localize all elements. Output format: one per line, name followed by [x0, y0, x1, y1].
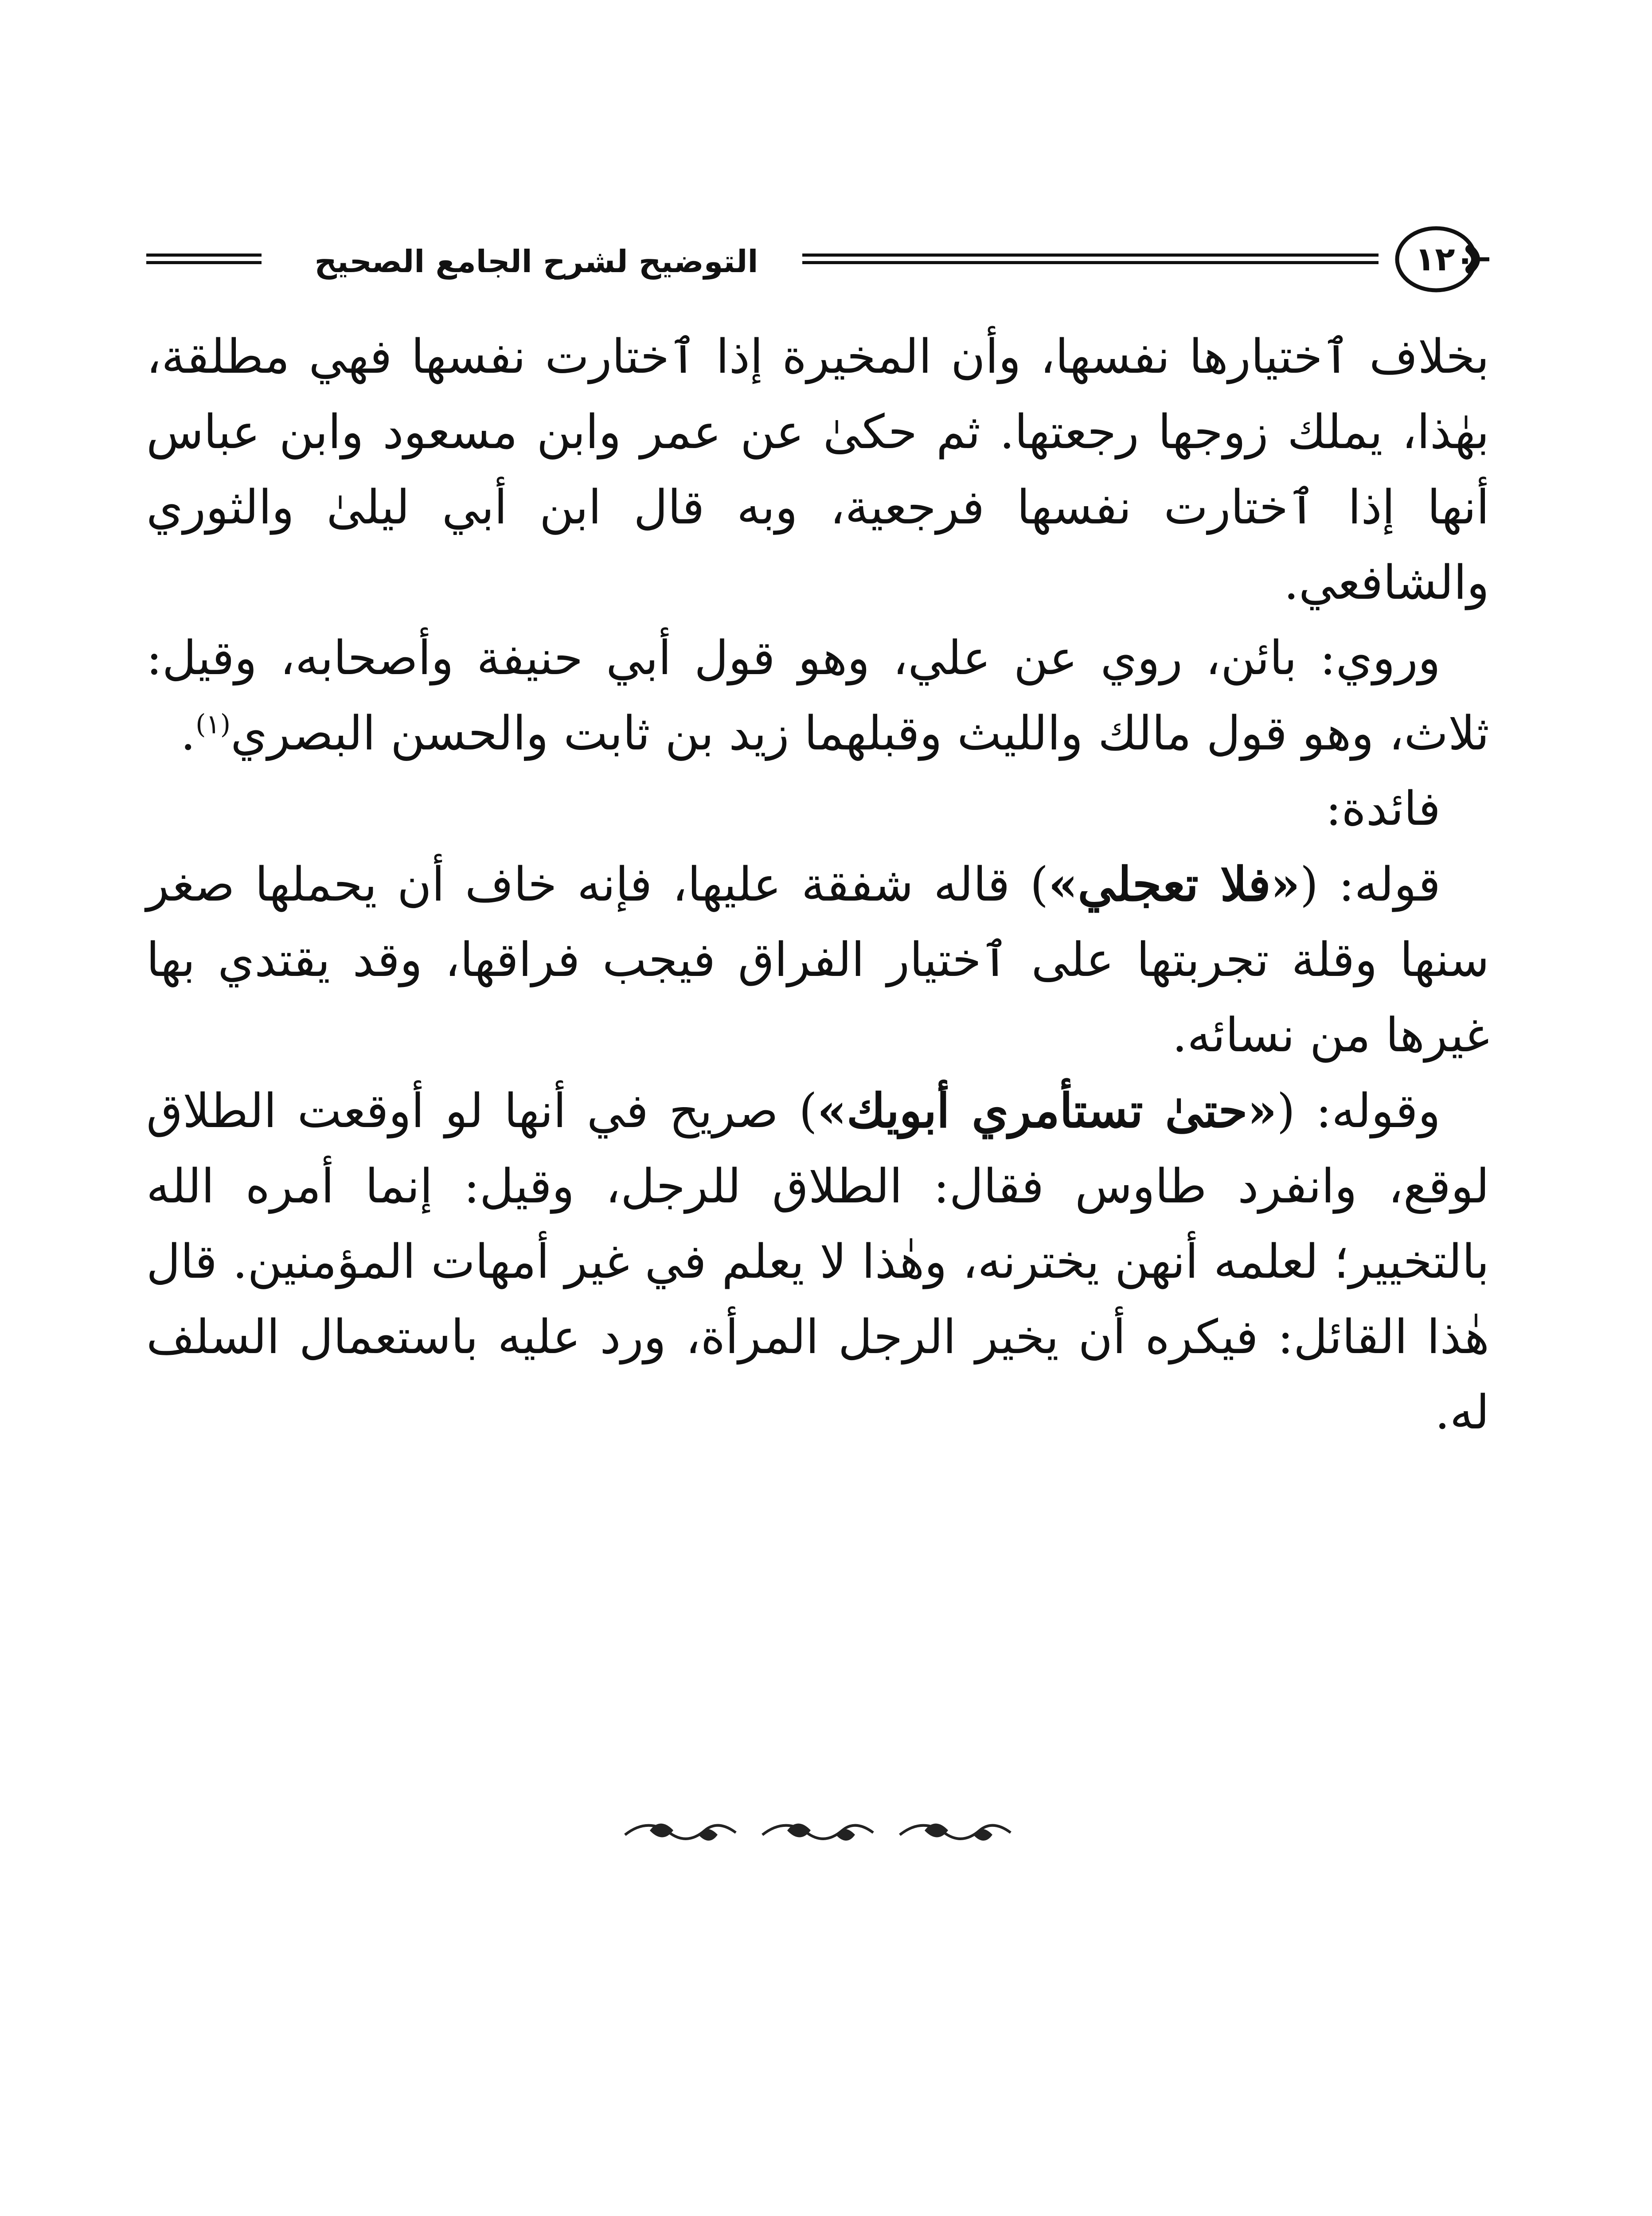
header-rule-middle	[802, 254, 1379, 269]
paragraph-prefix: قوله: (	[1300, 857, 1441, 912]
paragraph-text: ) قاله شفقة عليها، فإنه خاف أن يحملها صغر سنها وقلة تجربتها على ٱختيار الفراق فيجب فراقها، وقد يقتدي بها غيرها من نسائه.	[146, 857, 1489, 1062]
running-header	[146, 208, 1489, 310]
paragraph	[146, 319, 1489, 620]
book-title: التوضيح لشرح الجامع الصحيح	[314, 243, 758, 280]
hadith-quote: «حتىٰ تستأمري أبويك»	[817, 1083, 1277, 1138]
main-text	[146, 319, 1489, 1450]
paragraph-text: بخلاف ٱختيارها نفسها، وأن المخيرة إذا ٱختارت نفسها فهي مطلقة، بهٰذا، يملك زوجها رجعتها. ثم حكىٰ عن عمر وابن مسعود وابن عباس أنها إذا ٱختارت نفسها فرجعية، وبه قال ابن أبي ليلىٰ والثوري والشافعي.	[146, 329, 1489, 610]
paragraph	[146, 620, 1489, 771]
hadith-quote: «فلا تعجلي»	[1048, 856, 1300, 912]
paragraph-prefix: وقوله: (	[1277, 1084, 1441, 1138]
heading-text: فائدة:	[1325, 781, 1441, 836]
paragraph-end: .	[180, 706, 196, 761]
header-rule-left	[146, 254, 262, 269]
page-number: ١٢٠	[1415, 240, 1475, 278]
paragraph	[146, 1073, 1489, 1450]
paragraph-text: وروي: بائن، روي عن علي، وهو قول أبي حنيفة وأصحابه، وقيل: ثلاث، وهو قول مالك والليث وقبلهما زيد بن ثابت والحسن البصري	[146, 631, 1489, 761]
paragraph-text: ) صريح في أنها لو أوقعت الطلاق لوقع، وانفرد طاوس فقال: الطلاق للرجل، وقيل: إنما أمره الله بالتخيير؛ لعلمه أنهن يخترنه، وهٰذا لا يعلم في غير أمهات المؤمنين. قال هٰذا القائل: فيكره أن يخير الرجل المرأة، ورد عليه باستعمال السلف له.	[146, 1084, 1489, 1440]
section-heading	[146, 771, 1489, 847]
floral-divider-icon	[612, 1808, 1037, 1857]
paragraph	[146, 847, 1489, 1073]
footnote-reference[interactable]: (١)	[195, 709, 231, 740]
